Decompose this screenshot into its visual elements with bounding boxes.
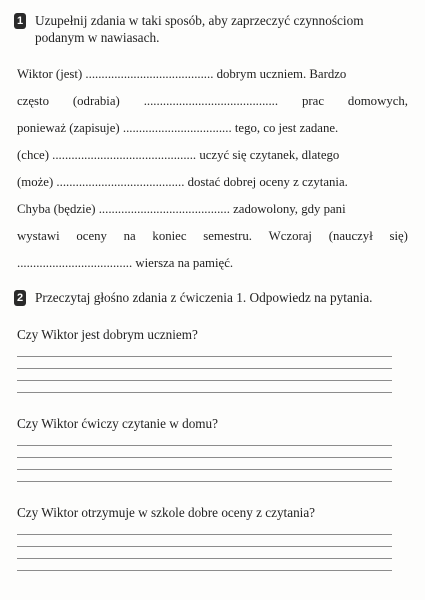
exercise-word: się) <box>389 229 408 243</box>
exercise-word: na <box>123 229 136 243</box>
exercise-line: ponieważ (zapisuje) .................................. tego, co jest zadane. <box>17 121 339 135</box>
answer-line[interactable] <box>17 469 392 470</box>
task-1-instruction: Uzupełnij zdania w taki sposób, aby zaprzeczyć czynnościom podanym w nawiasach. <box>35 13 364 45</box>
exercise-line: .................................... wiersza na pamięć. <box>17 256 234 270</box>
exercise-word: semestru. <box>203 229 252 243</box>
answer-line[interactable] <box>17 380 392 381</box>
exercise-line <box>17 228 408 245</box>
task-2-number-badge: 2 <box>14 290 26 306</box>
exercise-line: Wiktor (jest) ........................................ dobrym uczniem. Bardzo <box>17 67 347 81</box>
exercise-word: oceny <box>76 229 107 243</box>
exercise-line <box>17 93 408 110</box>
answer-line[interactable] <box>17 457 392 458</box>
question-2: Czy Wiktor ćwiczy czytanie w domu? <box>17 416 218 431</box>
answer-line[interactable] <box>17 392 392 393</box>
task-1-header <box>14 12 395 46</box>
exercise-word: (nauczył <box>328 229 373 243</box>
answer-line[interactable] <box>17 570 392 571</box>
question-1: Czy Wiktor jest dobrym uczniem? <box>17 327 198 342</box>
answer-line[interactable] <box>17 445 392 446</box>
exercise-word: Wczoraj <box>268 229 312 243</box>
task-2-header <box>14 289 372 306</box>
answer-line[interactable] <box>17 368 392 369</box>
exercise-line: (może) ........................................ dostać dobrej oceny z czytania. <box>17 175 348 189</box>
exercise-word: prac <box>301 94 325 108</box>
exercise-word: .......................................... <box>143 94 279 108</box>
exercise-line: Chyba (będzie) ......................................... zadowolony, gdy pani <box>17 202 346 216</box>
exercise-word: (odrabia) <box>72 94 120 108</box>
answer-line[interactable] <box>17 481 392 482</box>
answer-line[interactable] <box>17 546 392 547</box>
task-1-number-badge: 1 <box>14 13 26 29</box>
answer-line[interactable] <box>17 356 392 357</box>
answer-line[interactable] <box>17 534 392 535</box>
task-2-instruction: Przeczytaj głośno zdania z ćwiczenia 1. Odpowiedz na pytania. <box>35 290 373 305</box>
answer-line[interactable] <box>17 558 392 559</box>
exercise-word: domowych, <box>347 94 408 108</box>
exercise-word: wystawi <box>17 229 60 243</box>
exercise-word: koniec <box>152 229 187 243</box>
exercise-line: (chce) ............................................. uczyć się czytanek, dlatego <box>17 148 340 162</box>
question-3: Czy Wiktor otrzymuje w szkole dobre oceny z czytania? <box>17 505 316 520</box>
exercise-word: często <box>17 94 49 108</box>
